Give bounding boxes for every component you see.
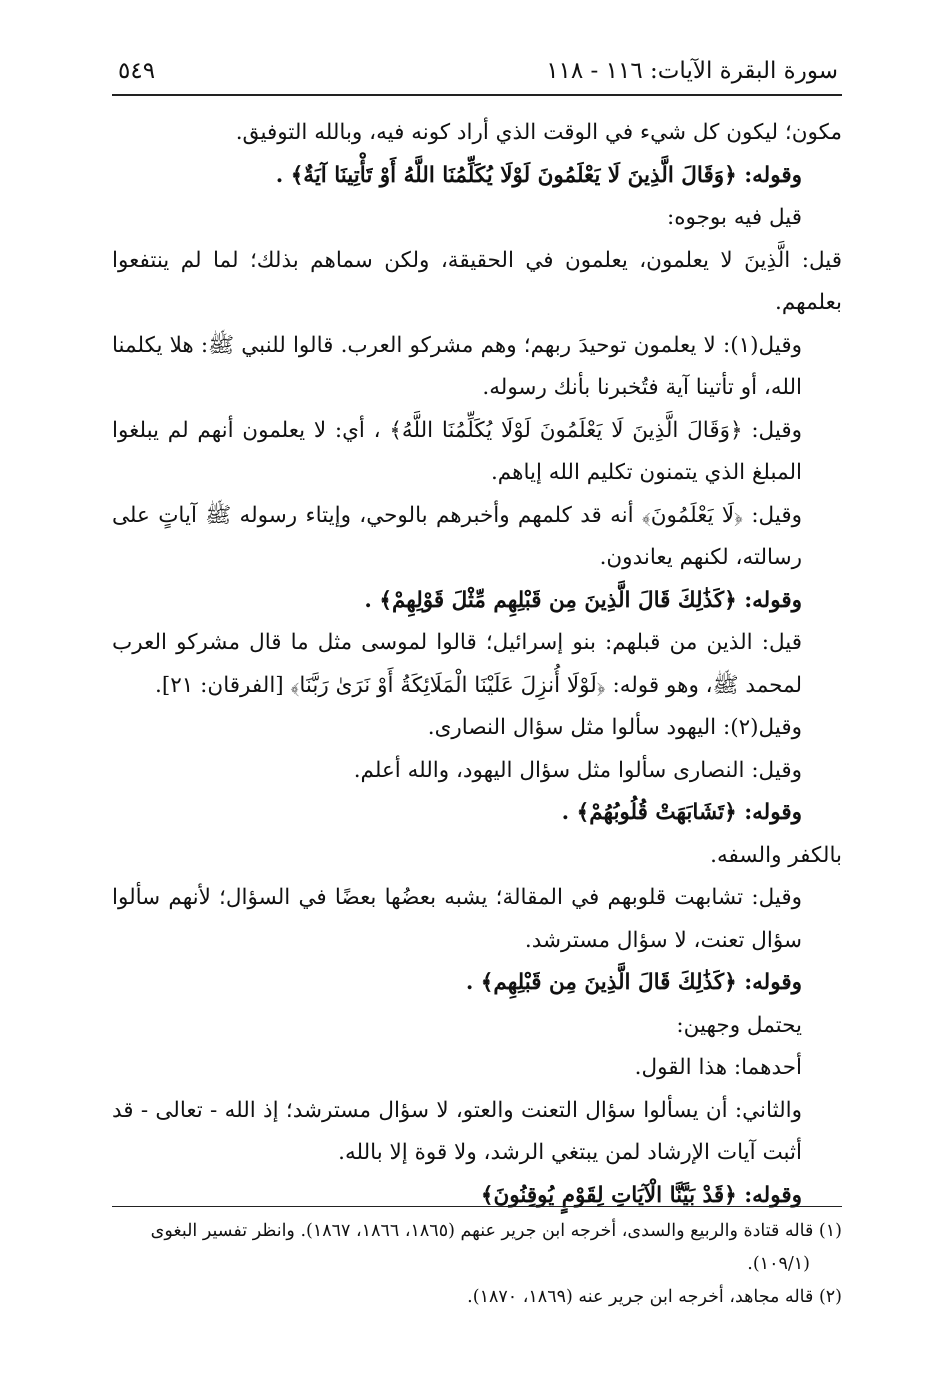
paragraph: وقيل: تشابهت قلوبهم في المقالة؛ يشبه بعضُها بعضًا في السؤال؛ لأنهم سألوا سؤال تعنت، لا سؤال مسترشد. — [112, 885, 802, 953]
footnote-1-continuation: (١٠٩/١). — [747, 1254, 810, 1274]
running-head: سورة البقرة الآيات: ١١٦ - ١١٨ — [546, 58, 838, 84]
paragraph: بالكفر والسفه. — [710, 842, 842, 868]
footnote-2: (٢) قاله مجاهد، أخرجه ابن جرير عنه (١٨٦٩، ١٨٧٠). — [467, 1287, 842, 1307]
paragraph: وقيل(١): لا يعلمون توحيدَ ربهم؛ وهم مشركو العرب. قالوا للنبي ﷺ: هلا يكلمنا الله، أو تأتينا آية فتُخبرنا بأنك رسوله. — [112, 332, 802, 400]
paragraph: أحدهما: هذا القول. — [634, 1055, 802, 1080]
page-number: ٥٤٩ — [118, 58, 156, 84]
verse-paragraph: وقوله: ﴿كَذَٰلِكَ قَالَ الَّذِينَ مِن قَبْلِهِم مِّثْلَ قَوْلِهِمْ﴾ . — [364, 587, 802, 613]
paragraph: وقيل: ﴿وَقَالَ الَّذِينَ لَا يَعْلَمُونَ لَوْلَا يُكَلِّمُنَا اللَّهُ﴾ ، أي: لا يعلمون أنهم لم يبلغوا المبلغ الذي يتمنون تكليم الله إياهم. — [112, 417, 802, 485]
paragraph: قيل: الذين من قبلهم: بنو إسرائيل؛ قالوا لموسى مثل ما قال مشركو العرب لمحمد ﷺ، وهو قوله: ﴿لَوْلَا أُنزِلَ عَلَيْنَا الْمَلَائِكَةُ أَوْ نَرَىٰ رَبَّنَا﴾ [الفرقان: ٢١]. — [112, 630, 802, 698]
verse-paragraph: وقوله: ﴿وَقَالَ الَّذِينَ لَا يَعْلَمُونَ لَوْلَا يُكَلِّمُنَا اللَّهُ أَوْ تَأْتِينَا آيَةٌ﴾ . — [275, 162, 802, 188]
paragraph: والثاني: أن يسألوا سؤال التعنت والعتو، لا سؤال مسترشد؛ إذ الله - تعالى - قد أثبت آيات الإرشاد لمن يبتغي الرشد، ولا قوة إلا بالله. — [112, 1097, 802, 1165]
verse-paragraph: وقوله: ﴿تَشَابَهَتْ قُلُوبُهُمْ﴾ . — [561, 800, 802, 825]
paragraph: وقيل(٢): اليهود سألوا مثل سؤال النصارى. — [427, 715, 802, 740]
verse-paragraph: وقوله: ﴿كَذَٰلِكَ قَالَ الَّذِينَ مِن قَبْلِهِم﴾ . — [465, 970, 802, 995]
body-text — [112, 112, 842, 1217]
footnotes — [112, 1206, 842, 1314]
paragraph: وقيل: ﴿لَا يَعْلَمُونَ﴾ أنه قد كلمهم وأخبرهم بالوحي، وإيتاء رسوله ﷺ آياتٍ على رسالته، لكنهم يعاندون. — [112, 502, 802, 570]
paragraph: قيل فيه بوجوه: — [666, 205, 802, 230]
footnote-1: (١) قاله قتادة والربيع والسدى، أخرجه ابن جرير عنهم (١٨٦٥، ١٨٦٦، ١٨٦٧). وانظر تفسير البغوى — [150, 1221, 842, 1241]
paragraph: قيل: الَّذِينَ لا يعلمون، يعلمون في الحقيقة، ولكن سماهم بذلك؛ لما لم ينتفعوا بعلمهم. — [112, 247, 842, 315]
paragraph: يحتمل وجهين: — [676, 1012, 802, 1038]
paragraph: وقيل: النصارى سألوا مثل سؤال اليهود، والله أعلم. — [353, 757, 802, 783]
paragraph: مكون؛ ليكون كل شيء في الوقت الذي أراد كونه فيه، وبالله التوفيق. — [235, 120, 842, 145]
footnote-separator — [112, 1207, 842, 1215]
verse-paragraph: وقوله: ﴿قَدْ بَيَّنَّا الْآيَاتِ لِقَوْمٍ يُوقِنُونَ﴾ — [480, 1182, 802, 1208]
page-header — [112, 52, 842, 96]
